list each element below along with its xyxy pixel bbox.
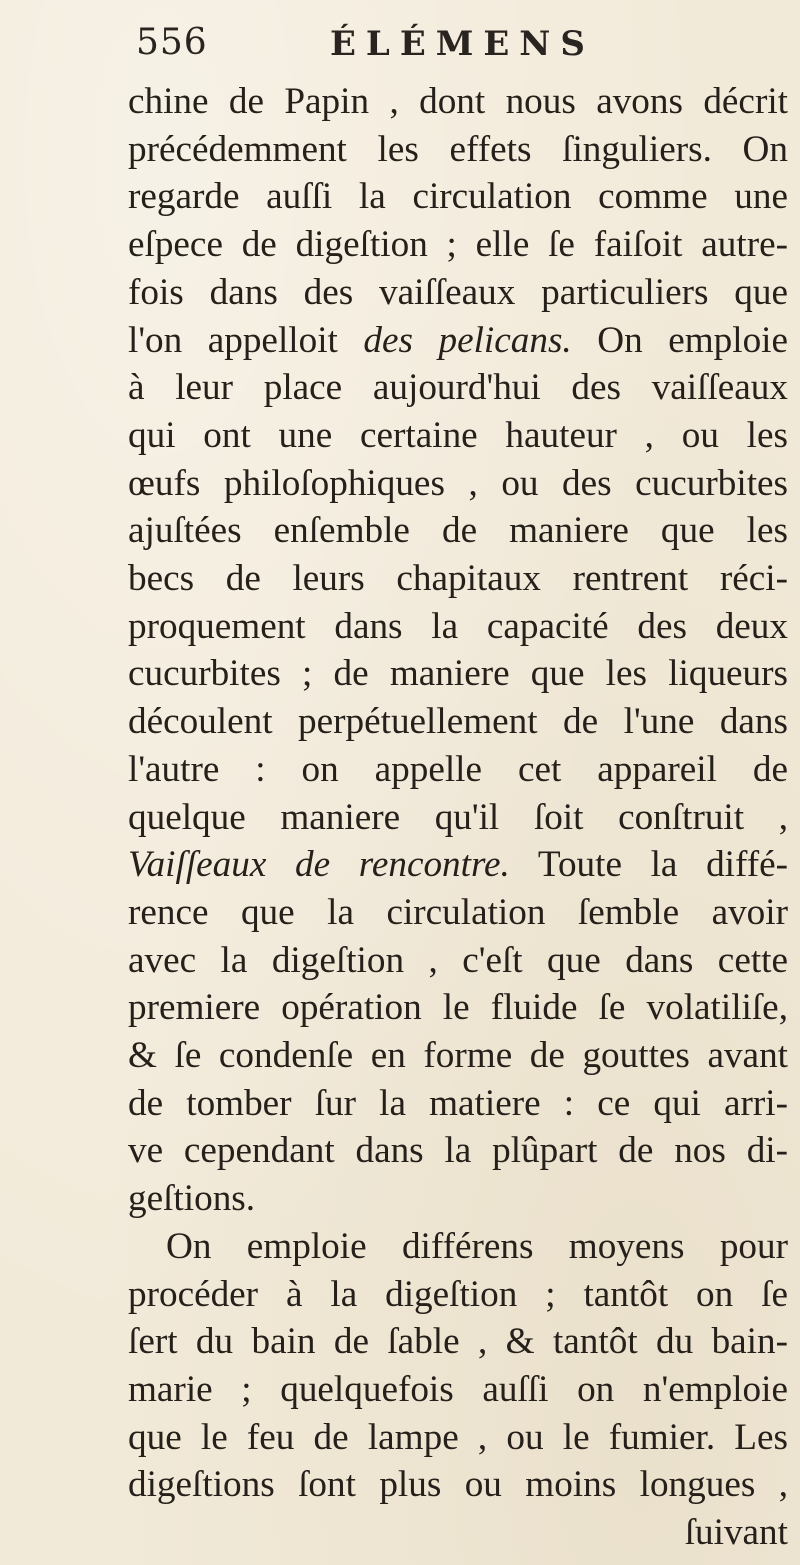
text-line: geſtions. <box>128 1178 256 1220</box>
text-segment: l'on appelloit <box>128 319 364 361</box>
text-line <box>128 841 788 889</box>
text-line: On emploie différens moyens pour <box>166 1225 788 1267</box>
text-line: de tomber ſur la matiere : ce qui arri- <box>128 1082 788 1124</box>
text-line: qui ont une certaine hauteur , ou les <box>128 414 788 456</box>
text-line: ajuſtées enſemble de maniere que les <box>128 510 788 552</box>
text-line: marie ; quelquefois auſſi on n'emploie <box>128 1368 788 1410</box>
text-segment: On emploie <box>571 319 788 361</box>
text-line: becs de leurs chapitaux rentrent réci- <box>128 558 788 600</box>
text-line: digeſtions ſont plus ou moins longues , <box>128 1464 788 1506</box>
text-line: que le feu de lampe , ou le fumier. Les <box>128 1416 788 1458</box>
text-line: & ſe condenſe en forme de gouttes avant <box>128 1035 788 1077</box>
text-line: regarde auſſi la circulation comme une <box>128 176 788 218</box>
text-line: procéder à la digeſtion ; tantôt on ſe <box>128 1273 788 1315</box>
text-line: avec la digeſtion , c'eſt que dans cette <box>128 939 788 981</box>
text-line <box>128 317 788 365</box>
text-line: découlent perpétuellement de l'une dans <box>128 701 788 743</box>
text-segment: Toute la diffé- <box>509 844 788 886</box>
text-line: à leur place aujourd'hui des vaiſſeaux <box>128 367 788 409</box>
text-line: précédemment les effets ſinguliers. On <box>128 128 788 170</box>
text-line: premiere opération le fluide ſe volatiliſe, <box>128 987 788 1029</box>
text-line: chine de Papin , dont nous avons décrit <box>128 81 788 122</box>
text-line: l'autre : on appelle cet appareil de <box>128 748 788 790</box>
running-head <box>136 18 800 74</box>
text-line: fois dans des vaiſſeaux particuliers que <box>128 271 788 313</box>
text-line: quelque maniere qu'il ſoit conſtruit , <box>128 796 788 838</box>
text-line: eſpece de digeſtion ; elle ſe faiſoit autre- <box>128 224 788 266</box>
text-line: œufs philoſophiques , ou des cucurbites <box>128 462 788 504</box>
text-line: proquement dans la capacité des deux <box>128 605 788 647</box>
text-line: ve cependant dans la plûpart de nos di- <box>128 1130 788 1172</box>
text-line: rence que la circulation ſemble avoir <box>128 891 788 933</box>
body-text <box>128 78 788 1557</box>
catchword: ſuivant <box>684 1512 788 1554</box>
text-line: cucurbites ; de maniere que les liqueurs <box>128 653 788 695</box>
page-number: 556 <box>136 22 208 63</box>
text-line: ſert du bain de ſable , & tantôt du bain- <box>128 1321 788 1363</box>
section-title: ÉLÉMENS <box>330 24 595 64</box>
italic-term: des pelicans. <box>363 319 572 361</box>
italic-term: Vaiſſeaux de rencontre. <box>128 844 510 886</box>
